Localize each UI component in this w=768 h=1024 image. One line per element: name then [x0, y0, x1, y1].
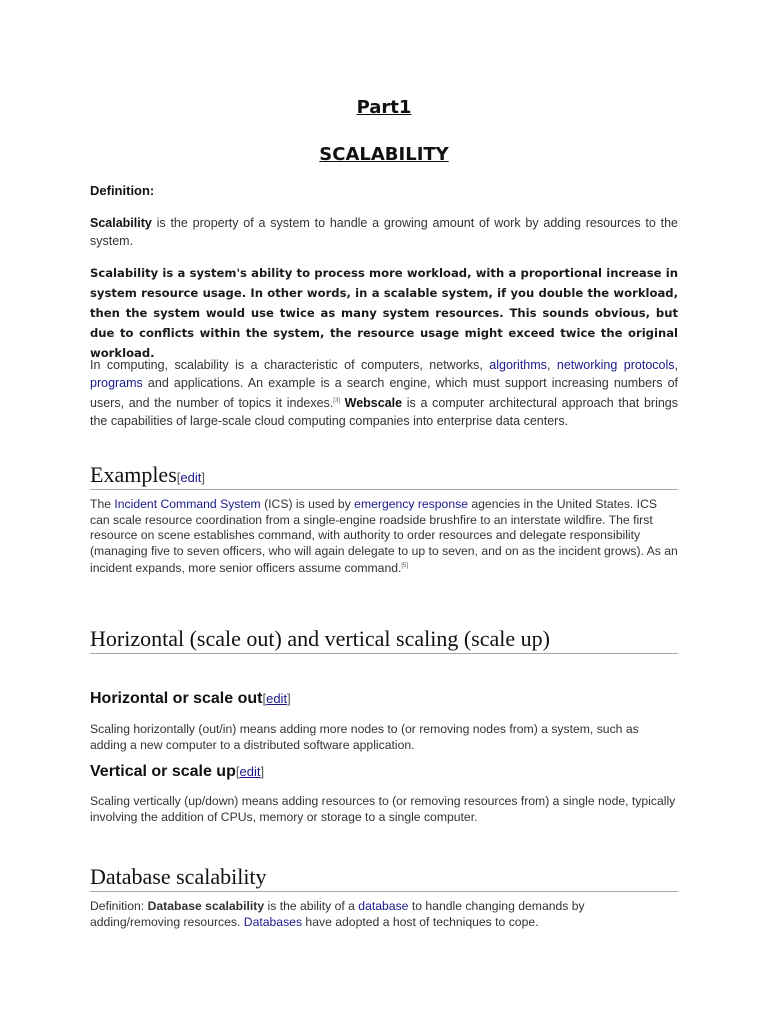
- scalability-definition-paragraph: [90, 214, 678, 250]
- computing-paragraph: [90, 356, 678, 430]
- examples-text-3: agencies in the United States. ICS can scale resource coordination from a single-engine roadside brushfire to an interstate wildfire. The first resource on scene establishes command, with authority to order resources and delegate responsibility (managing five to seven officers, who will again delegate to up to seven, and on as the incident grows). As an incident expands, more senior officers assume command.: [90, 497, 678, 576]
- edit-bracket-close: ]: [201, 470, 205, 485]
- examples-edit-link[interactable]: edit: [180, 470, 202, 485]
- vertical-heading-text: Vertical or scale up: [90, 763, 236, 780]
- examples-heading-text: Examples: [90, 462, 177, 487]
- horizontal-edit: [262, 691, 290, 706]
- link-programs[interactable]: programs: [90, 376, 143, 390]
- computing-text-3: is a computer architectural approach that brings the capabilities of large-scale cloud computing companies into enterprise data centers.: [90, 396, 678, 428]
- computing-sep-2: ,: [674, 358, 678, 372]
- scalability-definition-text: is the property of a system to handle a growing amount of work by adding resources to the system.: [90, 216, 678, 248]
- computing-text-1: In computing, scalability is a characteristic of computers, networks,: [90, 358, 490, 372]
- definition-label: Definition:: [90, 183, 155, 198]
- main-title: SCALABILITY: [319, 144, 449, 165]
- link-databases[interactable]: Databases: [243, 914, 303, 929]
- reference-5[interactable]: [5]: [401, 563, 409, 570]
- horizontal-heading-text: Horizontal or scale out: [90, 690, 263, 707]
- scalability-term: Scalability: [90, 216, 152, 230]
- webscale-term: Webscale: [339, 396, 403, 410]
- horizontal-paragraph: Scaling horizontally (out/in) means adding more nodes to (or removing nodes from) a system, such as adding a new computer to a distributed software application.: [90, 722, 639, 752]
- database-text-1: Definition:: [90, 899, 148, 913]
- database-heading: Database scalability: [90, 864, 678, 892]
- edit-bracket-open: [: [176, 470, 181, 485]
- edit-bracket-close: ]: [260, 764, 265, 779]
- vertical-paragraph: Scaling vertically (up/down) means adding resources to (or removing resources from) a single node, typically involving the addition of CPUs, memory or storage to a single computer.: [90, 794, 676, 824]
- database-scalability-term: Database scalability: [147, 899, 265, 913]
- link-database[interactable]: database: [358, 899, 409, 913]
- horizontal-edit-link[interactable]: edit: [266, 691, 288, 706]
- database-paragraph: [90, 899, 678, 930]
- horizontal-heading: [90, 690, 291, 708]
- part-title: Part1: [356, 97, 412, 118]
- examples-heading: [90, 462, 678, 490]
- database-text-2: is the ability of a: [264, 899, 359, 913]
- link-incident-command-system[interactable]: Incident Command System: [114, 497, 261, 511]
- computing-text-2: and applications. An example is a search engine, which must support increasing numbers of users, and the number of topics it indexes.: [90, 376, 678, 410]
- edit-bracket-close: ]: [287, 691, 291, 706]
- reference-3[interactable]: [3]: [333, 398, 340, 404]
- scalability-workload-paragraph: Scalability is a system's ability to process more workload, with a proportional increase in system resource usage. In other words, in a scalable system, if you double the workload, then the system would use twice as many system resources. This sounds obvious, but due to conflicts within the system, the resource usage might exceed twice the original workload.: [90, 266, 678, 360]
- database-text-4: have adopted a host of techniques to cope.: [302, 914, 539, 929]
- edit-bracket-open: [: [235, 764, 240, 779]
- vertical-edit-link[interactable]: edit: [239, 764, 261, 779]
- link-algorithms[interactable]: algorithms: [489, 358, 547, 372]
- examples-paragraph: [90, 497, 678, 577]
- scaling-heading: Horizontal (scale out) and vertical scaling (scale up): [90, 626, 678, 654]
- computing-sep-1: ,: [546, 358, 557, 372]
- edit-bracket-open: [: [262, 691, 267, 706]
- link-emergency-response[interactable]: emergency response: [354, 497, 468, 511]
- vertical-edit: [236, 764, 264, 779]
- examples-text-1: The: [90, 497, 115, 511]
- vertical-heading: [90, 763, 264, 781]
- examples-text-2: (ICS) is used by: [260, 497, 355, 511]
- link-networking-protocols[interactable]: networking protocols: [556, 358, 675, 372]
- database-text-3: to handle changing demands by adding/removing resources.: [90, 899, 585, 929]
- examples-edit: [177, 470, 205, 485]
